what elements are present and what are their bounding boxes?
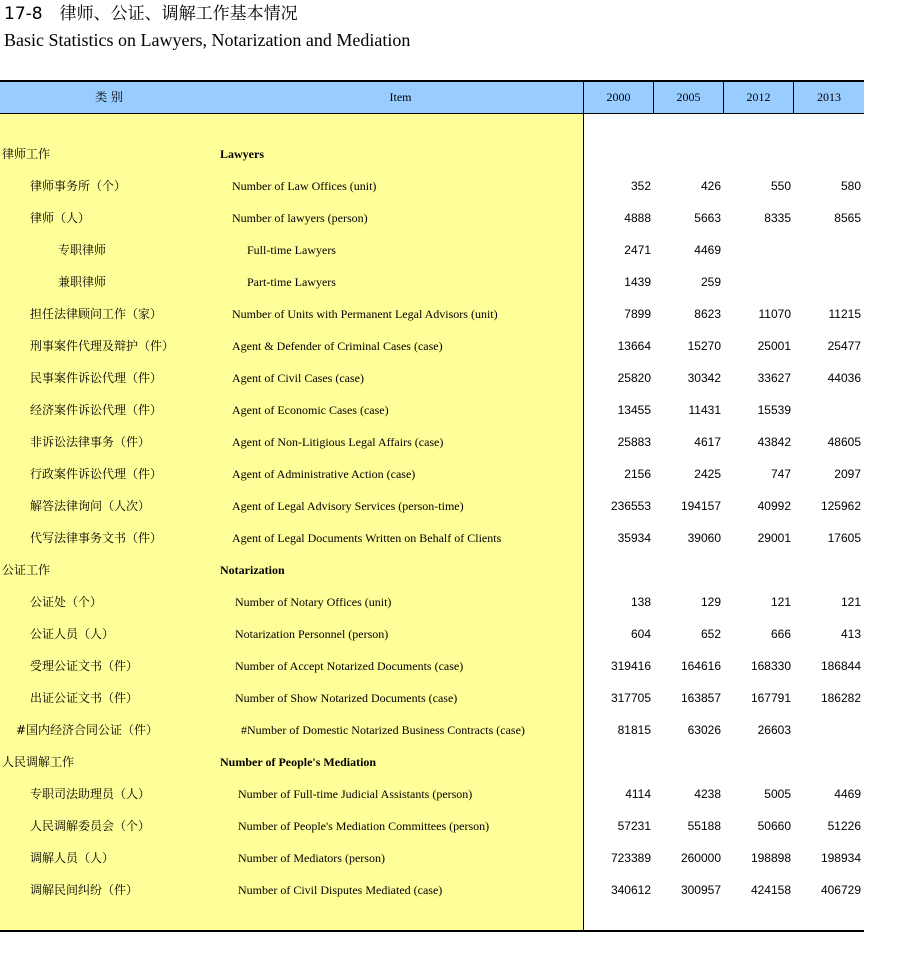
table-row — [0, 362, 864, 394]
row-item-en: Number of People's Mediation — [220, 755, 377, 769]
value-2012: 40992 — [757, 499, 791, 513]
row-category-cn: 担任法律顾问工作（家） — [30, 307, 163, 321]
value-2000 — [584, 554, 651, 586]
value-2013: 186282 — [820, 691, 861, 705]
value-2000: 352 — [630, 179, 651, 193]
row-category-cn: 代写法律事务文书（件） — [30, 531, 163, 545]
value-2013: 2097 — [834, 467, 861, 481]
value-2000 — [584, 138, 651, 170]
row-category-cn: 刑事案件代理及辩护（件） — [30, 339, 175, 353]
value-2005: 5663 — [694, 211, 721, 225]
value-2000: 236553 — [610, 499, 651, 513]
row-category-cn: 受理公证文书（件） — [30, 659, 139, 673]
section-row — [0, 554, 864, 586]
value-2013: 580 — [840, 179, 861, 193]
page-title-cn: 17-8 律师、公证、调解工作基本情况 — [4, 4, 298, 24]
value-2013: 125962 — [820, 499, 861, 513]
table-row — [0, 522, 864, 554]
row-category-cn: 律师（人） — [30, 211, 91, 225]
table-row — [0, 842, 864, 874]
value-2012 — [724, 138, 791, 170]
section-row — [0, 746, 864, 778]
value-2005: 63026 — [687, 723, 721, 737]
value-2013: 44036 — [827, 371, 861, 385]
value-2000: 604 — [630, 627, 651, 641]
row-category-cn: 律师事务所（个） — [30, 179, 127, 193]
row-item-en: Number of Notary Offices (unit) — [235, 595, 392, 609]
table-row — [0, 426, 864, 458]
table-row — [0, 330, 864, 362]
value-2005 — [654, 554, 721, 586]
value-2012 — [724, 234, 791, 266]
table-row — [0, 778, 864, 810]
value-2012: 11070 — [758, 307, 791, 321]
row-category-cn: 律师工作 — [2, 147, 51, 161]
row-item-en: Notarization — [220, 563, 285, 577]
value-2000: 2471 — [624, 243, 651, 257]
table-row — [0, 586, 864, 618]
row-item-en: Number of Civil Disputes Mediated (case) — [238, 883, 443, 897]
table-row — [0, 714, 864, 746]
table-row — [0, 458, 864, 490]
table-row — [0, 266, 864, 298]
value-2005: 8623 — [694, 307, 721, 321]
value-2013 — [794, 394, 861, 426]
header-year-2012: 2012 — [746, 90, 771, 104]
value-2013 — [794, 138, 861, 170]
value-2013 — [794, 746, 861, 778]
value-2000: 35934 — [617, 531, 651, 545]
row-category-cn: 专职司法助理员（人） — [30, 787, 151, 801]
row-category-cn: 专职律师 — [58, 243, 107, 257]
row-category-cn: 民事案件诉讼代理（件） — [30, 371, 163, 385]
row-item-en: #Number of Domestic Notarized Business Contracts (case) — [241, 723, 525, 737]
row-category-cn: 公证工作 — [2, 563, 51, 577]
table-row — [0, 650, 864, 682]
value-2005: 300957 — [680, 883, 721, 897]
table-row — [0, 298, 864, 330]
row-item-en: Agent of Legal Documents Written on Behalf of Clients — [232, 531, 502, 545]
value-2000 — [584, 746, 651, 778]
value-2000: 317705 — [610, 691, 651, 705]
value-2005: 39060 — [687, 531, 721, 545]
value-2013 — [794, 554, 861, 586]
value-2012: 424158 — [750, 883, 791, 897]
value-2012 — [724, 554, 791, 586]
row-category-cn: 人民调解工作 — [2, 755, 75, 769]
row-category-cn: 解答法律询问（人次） — [30, 499, 151, 513]
row-item-en: Number of lawyers (person) — [232, 211, 368, 225]
value-2013: 8565 — [834, 211, 861, 225]
value-2013 — [794, 714, 861, 746]
row-item-en: Agent of Administrative Action (case) — [232, 467, 416, 481]
value-2012: 33627 — [757, 371, 791, 385]
table-row — [0, 202, 864, 234]
row-category-cn: 公证处（个） — [30, 595, 103, 609]
row-item-en: Agent of Economic Cases (case) — [232, 403, 389, 417]
value-2005: 260000 — [680, 851, 721, 865]
row-item-en: Number of Law Offices (unit) — [232, 179, 377, 193]
value-2013 — [794, 234, 861, 266]
row-category-cn: 出证公证文书（件） — [30, 691, 139, 705]
table-header — [0, 82, 864, 114]
table-row — [0, 618, 864, 650]
value-2005 — [654, 138, 721, 170]
value-2012: 8335 — [764, 211, 791, 225]
value-2012 — [724, 746, 791, 778]
value-2000: 7899 — [624, 307, 651, 321]
value-2013: 51226 — [827, 819, 861, 833]
value-2005: 426 — [700, 179, 721, 193]
value-2005: 164616 — [680, 659, 721, 673]
value-2013: 4469 — [834, 787, 861, 801]
row-item-en: Part-time Lawyers — [247, 275, 336, 289]
header-year-2000: 2000 — [606, 90, 631, 104]
value-2013: 121 — [840, 595, 861, 609]
row-category-cn: 行政案件诉讼代理（件） — [30, 467, 163, 481]
row-item-en: Notarization Personnel (person) — [235, 627, 389, 641]
value-2012: 168330 — [750, 659, 791, 673]
row-category-cn: 兼职律师 — [58, 275, 107, 289]
row-item-en: Number of Mediators (person) — [238, 851, 385, 865]
table-row — [0, 810, 864, 842]
row-category-cn: 经济案件诉讼代理（件） — [30, 403, 163, 417]
value-2005: 652 — [700, 627, 721, 641]
header-item: Item — [389, 90, 412, 104]
value-2005: 4469 — [694, 243, 721, 257]
row-category-cn: 公证人员（人） — [30, 627, 115, 641]
value-2005: 30342 — [687, 371, 721, 385]
value-2012: 26603 — [757, 723, 791, 737]
value-2000: 25883 — [617, 435, 651, 449]
value-2005 — [654, 746, 721, 778]
row-item-en: Number of People's Mediation Committees (person) — [238, 819, 490, 833]
row-item-en: Full-time Lawyers — [247, 243, 336, 257]
value-2013: 198934 — [820, 851, 861, 865]
value-2012: 550 — [770, 179, 791, 193]
value-2005: 2425 — [694, 467, 721, 481]
value-2013: 406729 — [820, 883, 861, 897]
value-2005: 194157 — [680, 499, 721, 513]
row-category-cn: #国内经济合同公证（件） — [16, 723, 159, 737]
value-2000: 13455 — [617, 403, 651, 417]
value-2013 — [794, 266, 861, 298]
table-row — [0, 682, 864, 714]
table-row — [0, 234, 864, 266]
page-title-en: Basic Statistics on Lawyers, Notarization and Mediation — [4, 30, 411, 50]
value-2013: 17605 — [827, 531, 861, 545]
value-2000: 1439 — [624, 275, 651, 289]
value-2012: 747 — [770, 467, 791, 481]
value-2000: 4888 — [624, 211, 651, 225]
value-2005: 11431 — [688, 403, 721, 417]
table-row — [0, 874, 864, 906]
row-item-en: Agent of Civil Cases (case) — [232, 371, 364, 385]
row-item-en: Agent of Non-Litigious Legal Affairs (case) — [232, 435, 444, 449]
value-2000: 81815 — [617, 723, 651, 737]
value-2000: 723389 — [610, 851, 651, 865]
row-item-en: Number of Show Notarized Documents (case) — [235, 691, 458, 705]
value-2000: 138 — [630, 595, 651, 609]
value-2012: 121 — [770, 595, 791, 609]
value-2012: 43842 — [757, 435, 791, 449]
section-row — [0, 138, 864, 170]
row-category-cn: 非诉讼法律事务（件） — [30, 435, 151, 449]
value-2012: 15539 — [757, 403, 791, 417]
row-category-cn: 人民调解委员会（个） — [30, 819, 151, 833]
table-row — [0, 394, 864, 426]
value-2012: 167791 — [750, 691, 791, 705]
value-2000: 2156 — [624, 467, 651, 481]
value-2005: 129 — [700, 595, 721, 609]
row-category-cn: 调解人员（人） — [30, 851, 115, 865]
table-body — [0, 138, 864, 906]
value-2012: 666 — [770, 627, 791, 641]
value-2005: 4617 — [694, 435, 721, 449]
value-2013: 25477 — [827, 339, 861, 353]
value-2012: 198898 — [750, 851, 791, 865]
value-2000: 13664 — [617, 339, 651, 353]
value-2000: 57231 — [617, 819, 651, 833]
value-2012: 29001 — [757, 531, 791, 545]
value-2012: 50660 — [757, 819, 791, 833]
header-category: 类 别 — [95, 90, 123, 104]
statistics-table — [0, 80, 864, 932]
value-2005: 55188 — [687, 819, 721, 833]
value-2000: 340612 — [610, 883, 651, 897]
value-2000: 25820 — [617, 371, 651, 385]
value-2000: 319416 — [610, 659, 651, 673]
row-item-en: Lawyers — [220, 147, 264, 161]
value-2012: 25001 — [757, 339, 791, 353]
value-2013: 413 — [840, 627, 861, 641]
value-2012: 5005 — [764, 787, 791, 801]
value-2013: 48605 — [827, 435, 861, 449]
table-row — [0, 490, 864, 522]
value-2013: 186844 — [820, 659, 861, 673]
table-bottom-rule — [0, 930, 864, 932]
row-item-en: Number of Accept Notarized Documents (case) — [235, 659, 464, 673]
header-year-2005: 2005 — [676, 90, 701, 104]
value-2005: 4238 — [694, 787, 721, 801]
row-item-en: Agent of Legal Advisory Services (person-time) — [232, 499, 464, 513]
value-2005: 15270 — [687, 339, 721, 353]
value-2012 — [724, 266, 791, 298]
value-2005: 259 — [700, 275, 721, 289]
table-row — [0, 170, 864, 202]
row-item-en: Number of Units with Permanent Legal Advisors (unit) — [232, 307, 498, 321]
row-item-en: Number of Full-time Judicial Assistants (person) — [238, 787, 473, 801]
row-item-en: Agent & Defender of Criminal Cases (case) — [232, 339, 443, 353]
value-2000: 4114 — [625, 787, 651, 801]
header-year-2013: 2013 — [817, 90, 841, 104]
value-2005: 163857 — [680, 691, 721, 705]
row-category-cn: 调解民间纠纷（件） — [30, 883, 139, 897]
value-2013: 11215 — [828, 307, 861, 321]
